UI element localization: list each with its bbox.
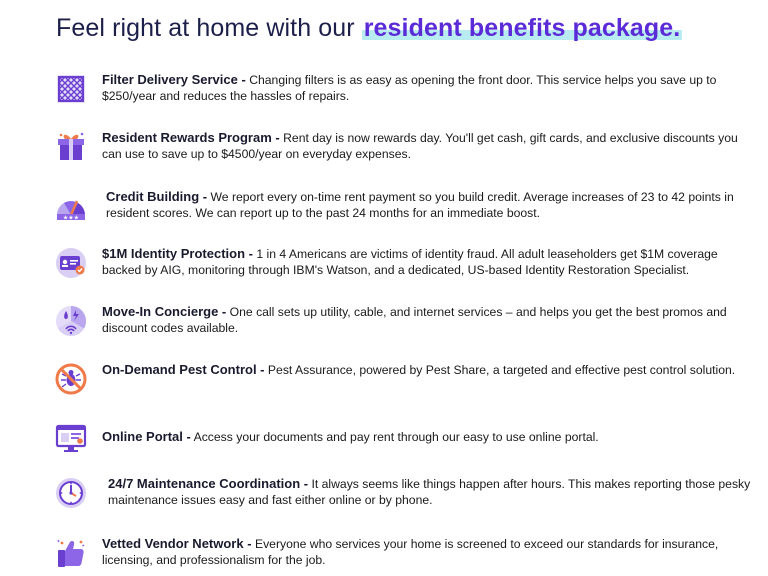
benefit-text bbox=[106, 189, 756, 221]
monitor-portal-icon bbox=[54, 421, 88, 455]
benefit-text bbox=[102, 130, 752, 162]
benefit-description: Rent day is now rewards day. You'll get cash, gift cards, and exclusive discounts you can use to save up to $4500/year on everyday expenses. bbox=[102, 131, 738, 161]
benefit-title: Vetted Vendor Network - bbox=[102, 536, 252, 551]
benefit-description: One call sets up utility, cable, and internet services – and helps you get the best promos and discount codes available. bbox=[102, 305, 727, 335]
gift-icon bbox=[54, 130, 88, 164]
benefit-description: Pest Assurance, powered by Pest Share, a targeted and effective pest control solution. bbox=[267, 363, 736, 377]
benefit-description: Access your documents and pay rent through our easy to use online portal. bbox=[193, 430, 599, 444]
filter-icon bbox=[54, 72, 88, 106]
benefit-text bbox=[102, 536, 752, 568]
benefit-title: Credit Building - bbox=[106, 189, 208, 204]
no-pests-icon bbox=[54, 362, 88, 396]
benefit-title: 24/7 Maintenance Coordination - bbox=[108, 476, 309, 491]
benefit-title: Online Portal - bbox=[102, 429, 191, 444]
benefit-text bbox=[102, 429, 752, 446]
utilities-icon bbox=[54, 304, 88, 338]
benefit-description: It always seems like things happen after hours. This makes reporting those pesky maintenance issues easy and fast either online or by phone. bbox=[108, 477, 751, 507]
clock-icon bbox=[54, 476, 88, 510]
headline-highlight: resident benefits package. bbox=[363, 14, 681, 42]
benefit-text bbox=[102, 362, 752, 379]
svg-text:★★★: ★★★ bbox=[62, 214, 80, 222]
page-title bbox=[56, 14, 682, 43]
benefit-title: Resident Rewards Program - bbox=[102, 130, 280, 145]
benefit-description: We report every on-time rent payment so you build credit. Average increases of 23 to 42 points in resident scores. We can report up to the past 24 months for an immediate boost. bbox=[106, 190, 734, 220]
benefit-description: Everyone who services your home is screened to exceed our standards for insurance, licensing, and professionalism for the job. bbox=[102, 537, 719, 567]
benefit-text bbox=[102, 246, 752, 278]
thumbs-up-icon bbox=[54, 536, 88, 570]
benefit-description: Changing filters is as easy as opening the front door. This service helps you save up to $250/year and reduces the hassles of repairs. bbox=[102, 73, 717, 103]
id-card-icon bbox=[54, 246, 88, 280]
benefit-title: On-Demand Pest Control - bbox=[102, 362, 265, 377]
benefit-title: $1M Identity Protection - bbox=[102, 246, 253, 261]
benefit-title: Move-In Concierge - bbox=[102, 304, 227, 319]
headline-prefix: Feel right at home with our bbox=[56, 14, 355, 42]
benefit-description: 1 in 4 Americans are victims of identity fraud. All adult leaseholders get $1M coverage backed by AIG, monitoring through IBM's Watson, and a dedicated, US-based Identity Restoration Specialist. bbox=[102, 247, 718, 277]
credit-gauge-icon bbox=[54, 189, 88, 223]
benefit-text bbox=[102, 304, 752, 336]
benefit-text bbox=[108, 476, 758, 508]
benefit-text bbox=[102, 72, 752, 104]
benefit-title: Filter Delivery Service - bbox=[102, 72, 246, 87]
